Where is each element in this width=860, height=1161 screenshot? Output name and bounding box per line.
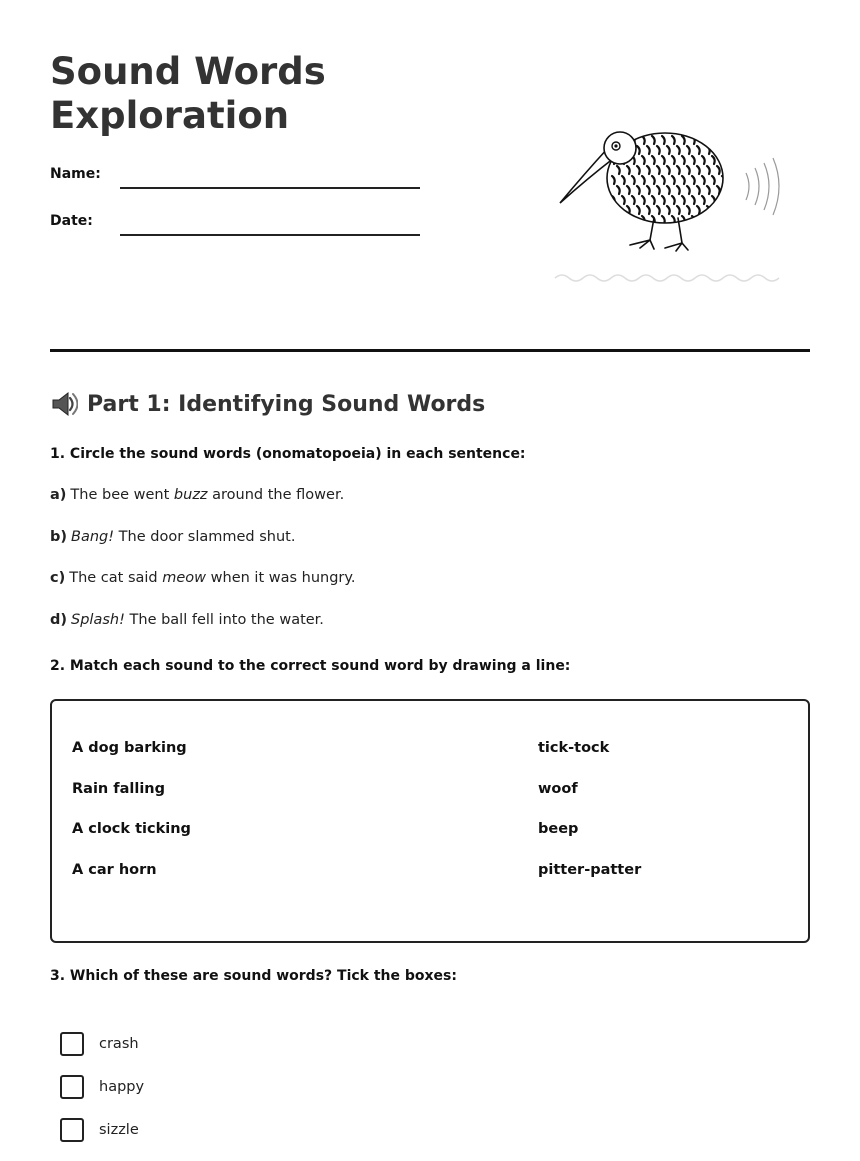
sentence-d <box>50 612 324 628</box>
tick-option-sizzle[interactable] <box>60 1118 139 1142</box>
date-label: Date: <box>50 213 93 229</box>
date-field-line[interactable] <box>120 234 420 236</box>
question-1-prompt: 1. Circle the sound words (onomatopoeia) in each sentence: <box>50 446 526 462</box>
match-right-item[interactable]: beep <box>538 821 579 837</box>
sentence-text-post: when it was hungry. <box>206 570 356 586</box>
sound-word[interactable]: buzz <box>173 487 208 503</box>
checkbox[interactable] <box>60 1032 84 1056</box>
sentence-text-pre: The cat said <box>69 570 163 586</box>
match-left-item[interactable]: Rain falling <box>72 781 165 797</box>
sentence-c <box>50 570 356 586</box>
sentence-text-post: around the flower. <box>207 487 345 503</box>
match-left-item[interactable]: A clock ticking <box>72 821 191 837</box>
sentence-text-post: The door slammed shut. <box>114 529 296 545</box>
match-left-item[interactable]: A car horn <box>72 862 157 878</box>
tick-option-happy[interactable] <box>60 1075 144 1099</box>
match-left-item[interactable]: A dog barking <box>72 740 187 756</box>
match-right-item[interactable]: woof <box>538 781 578 797</box>
tick-option-label: happy <box>99 1079 145 1095</box>
sentence-b <box>50 529 295 545</box>
sentence-letter: d) <box>50 612 68 628</box>
matching-box <box>50 699 810 943</box>
match-right-item[interactable]: tick-tock <box>538 740 610 756</box>
sound-word[interactable]: meow <box>162 570 207 586</box>
tick-option-crash[interactable] <box>60 1032 139 1056</box>
page-title <box>50 50 470 138</box>
sound-word[interactable]: Splash! <box>71 612 125 628</box>
sentence-letter: b) <box>50 529 68 545</box>
sentence-a <box>50 487 344 503</box>
sound-word[interactable]: Bang! <box>71 529 115 545</box>
speaker-icon <box>50 390 78 418</box>
section-divider <box>50 349 810 352</box>
checkbox[interactable] <box>60 1075 84 1099</box>
match-right-item[interactable]: pitter-patter <box>538 862 642 878</box>
tick-option-label: crash <box>99 1036 139 1052</box>
tick-option-label: sizzle <box>99 1122 139 1138</box>
sentence-letter: c) <box>50 570 66 586</box>
part-1-heading <box>50 388 485 420</box>
title-line-2: Exploration <box>50 94 290 137</box>
title-line-1: Sound Words <box>50 50 326 93</box>
name-field-line[interactable] <box>120 187 420 189</box>
question-2-prompt: 2. Match each sound to the correct sound word by drawing a line: <box>50 658 571 674</box>
part-1-heading-text: Part 1: Identifying Sound Words <box>87 391 486 417</box>
sentence-text-pre: The bee went <box>70 487 174 503</box>
name-label: Name: <box>50 166 101 182</box>
sentence-text-post: The ball fell into the water. <box>124 612 324 628</box>
sentence-letter: a) <box>50 487 67 503</box>
question-3-prompt: 3. Which of these are sound words? Tick the boxes: <box>50 968 457 984</box>
checkbox[interactable] <box>60 1118 84 1142</box>
kiwi-bird-illustration <box>550 118 790 293</box>
